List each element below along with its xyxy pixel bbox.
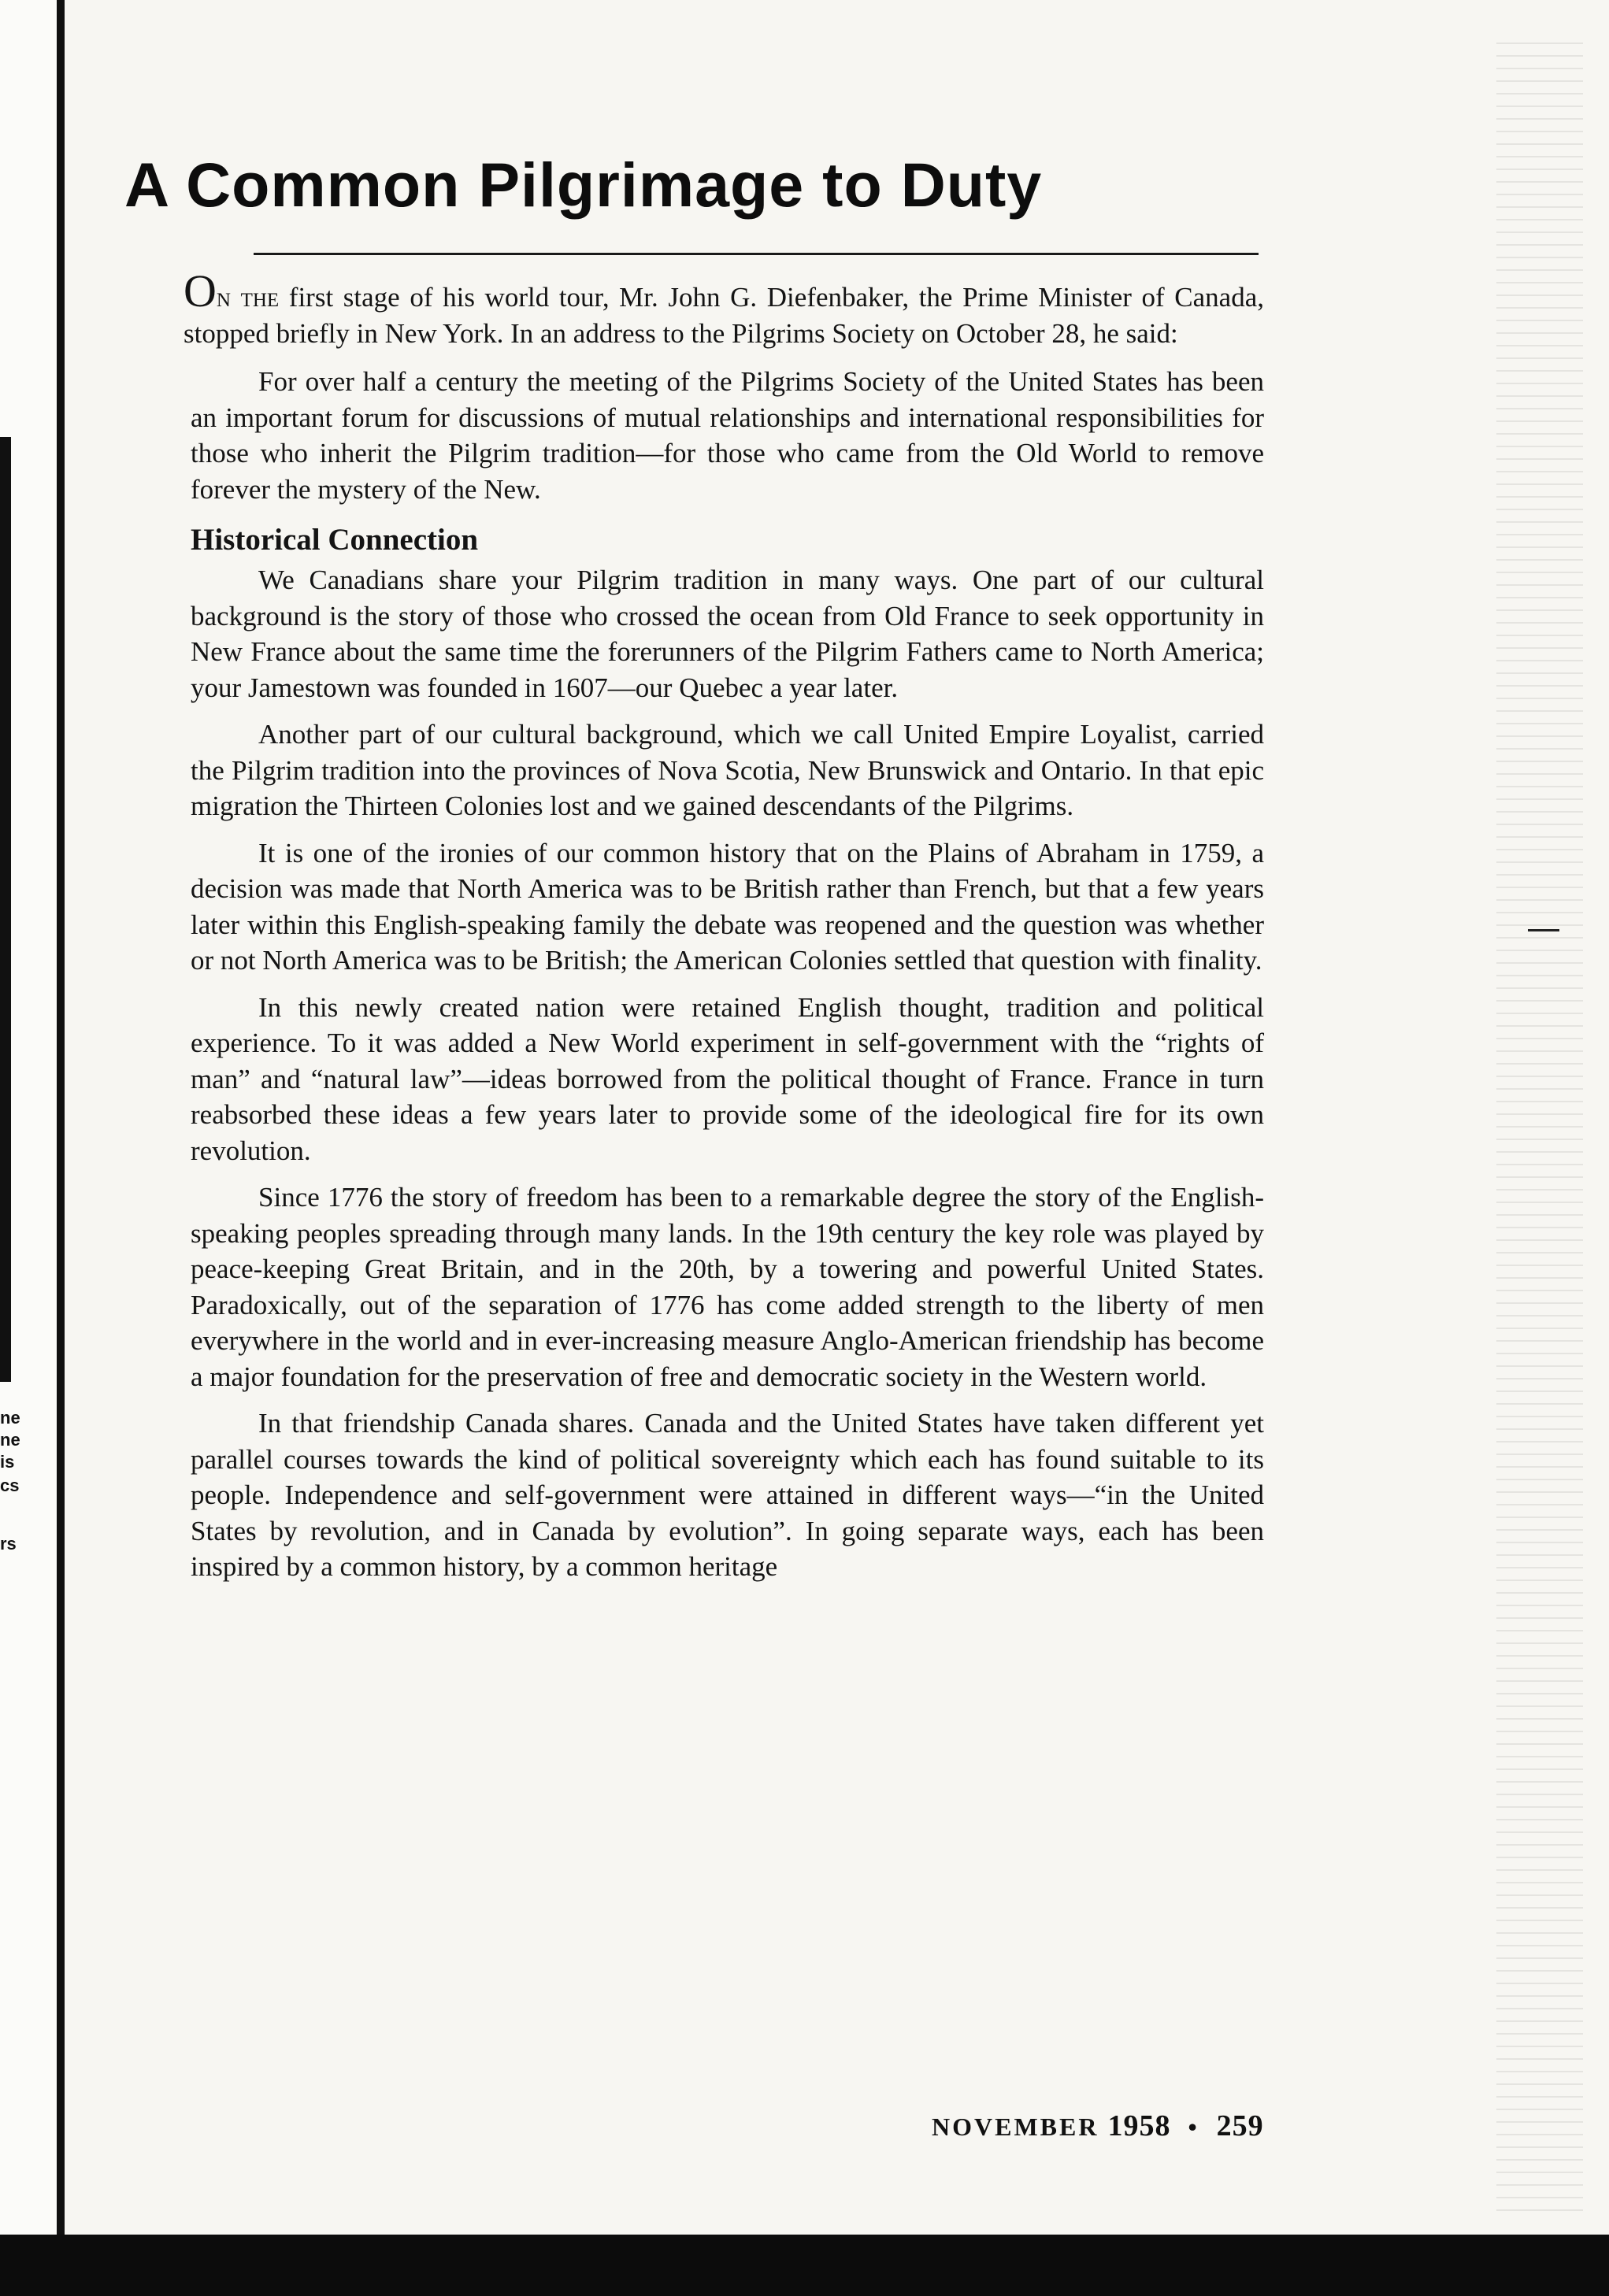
adjacent-page-fragment: is: [0, 1452, 15, 1472]
quote-paragraph: Since 1776 the story of freedom has been to a remarkable degree the story of the English-speaking peoples spreading through many lands. In the 19th century the key role was played by peace-keeping Great Britain, and in the 20th, by a towering and powerful United States. Paradoxically, out of the separation of 1776 has come added strength to the liberty of men everywhere in the world and in ever-increasing measure Anglo-American friendship has become a major foundation for the preservation of free and democratic society in the Western world.: [191, 1182, 1264, 1392]
adjacent-page-fragment: ne: [0, 1408, 20, 1428]
adjacent-page-edge: [0, 437, 11, 1382]
page-number: 259: [1216, 2109, 1264, 2142]
adjacent-page-fragment: ne: [0, 1430, 20, 1450]
footer-year: 1958: [1107, 2109, 1171, 2142]
quote-paragraph: We Canadians share your Pilgrim tradition in many ways. One part of our cultural background is the story of those who crossed the ocean from Old France to seek opportunity in New France about the same time the forerunners of the Pilgrim Fathers came to North America; your Jamestown was founded in 1607—our Quebec a year later.: [191, 565, 1264, 703]
scan-noise-edge: [1496, 31, 1583, 2220]
intro-paragraph: [184, 265, 1264, 351]
intro-smallcaps: n the: [216, 282, 280, 313]
footer-bullet: •: [1188, 2113, 1199, 2141]
quote-paragraph: In that friendship Canada shares. Canada and the United States have taken different yet parallel courses towards the kind of political sovereignty which each has found suitable to its people. Independence and self-government were attained in different ways—“in the United States by revolution, and in Canada by evolution”. In going separate ways, each has been inspired by a common history, by a common heritage: [191, 1408, 1264, 1582]
footer-month: NOVEMBER: [932, 2113, 1099, 2141]
scan-mark: [1528, 929, 1559, 931]
article-body: [184, 265, 1264, 1585]
section-heading: Historical Connection: [191, 523, 479, 557]
drop-cap: O: [184, 265, 217, 317]
adjacent-page-fragment: rs: [0, 1534, 17, 1554]
binding-gutter: [57, 0, 65, 2296]
quote-paragraph: It is one of the ironies of our common history that on the Plains of Abraham in 1759, a decision was made that North America was to be British rather than French, but that a few years later within this English-speaking family the debate was reopened and the question was whether or not North America was to be British; the American Colonies settled that question with finality.: [191, 837, 1264, 976]
page-footer: [932, 2109, 1341, 2143]
quote-paragraph: Another part of our cultural background, which we call United Empire Loyalist, carried the Pilgrim tradition into the provinces of Nova Scotia, New Brunswick and Ontario. In that epic migration the Thirteen Colonies lost and we gained descendants of the Pilgrims.: [191, 719, 1264, 821]
adjacent-page-fragment: cs: [0, 1476, 20, 1495]
intro-text: first stage of his world tour, Mr. John G. Diefenbaker, the Prime Minister of Canada, stopped briefly in New York. In an address to the Pilgrims Society on October 28, he said:: [184, 282, 1264, 349]
quoted-address: [184, 364, 1264, 1585]
quote-paragraph: For over half a century the meeting of the Pilgrims Society of the United States has been an important forum for discussions of mutual relationships and international responsibilities for those who inherit the Pilgrim tradition—for those who came from the Old World to remove forever the mystery of the New.: [191, 366, 1264, 505]
page-title: A Common Pilgrimage to Duty: [124, 150, 1043, 220]
scan-bottom-edge: [0, 2235, 1609, 2296]
title-rule: [254, 253, 1259, 255]
quote-paragraph: In this newly created nation were retained English thought, tradition and political experience. To it was added a New World experiment in self-government with the “rights of man” and “natural law”—ideas borrowed from the political thought of France. France in turn reabsorbed these ideas a few years later to provide some of the ideological fire for its own revolution.: [191, 991, 1264, 1166]
